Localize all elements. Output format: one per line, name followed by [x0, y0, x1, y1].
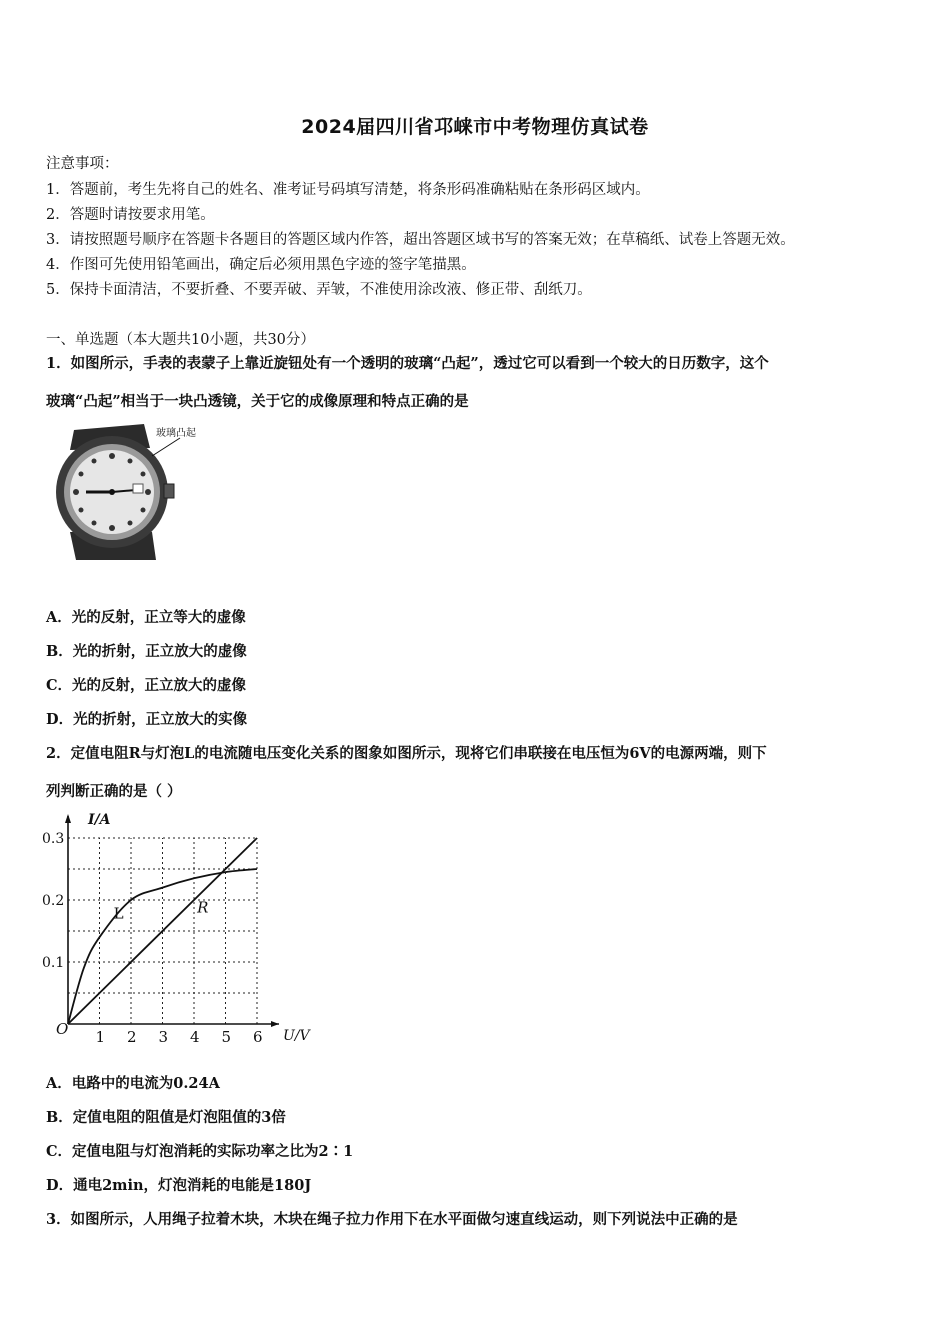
q1-option-c: C．光的反射，正立放大的虚像	[46, 677, 247, 694]
notice-item: 2．答题时请按要求用笔。	[46, 207, 215, 223]
section-heading: 一、单选题（本大题共10小题，共30分）	[46, 332, 315, 348]
q3-text-line1: 3．如图所示，人用绳子拉着木块，木块在绳子拉力作用下在水平面做匀速直线运动，则下列说法中正确的是	[46, 1211, 738, 1228]
iu-graph	[40, 808, 330, 1048]
y-tick-label: 0.1	[42, 955, 65, 971]
q1-option-d: D．光的折射，正立放大的实像	[46, 711, 248, 728]
q2-option-a: A．电路中的电流为0.24A	[46, 1075, 220, 1092]
x-tick-label: 5	[221, 1028, 232, 1046]
notice-item: 4．作图可先使用铅笔画出，确定后必须用黑色字迹的签字笔描黑。	[46, 257, 476, 273]
q2-option-d: D．通电2min，灯泡消耗的电能是180J	[46, 1177, 312, 1194]
q2-text-line2: 列判断正确的是（ ）	[46, 783, 182, 800]
q2-option-c: C．定值电阻与灯泡消耗的实际功率之比为2∶1	[46, 1143, 354, 1160]
x-axis-label: U/V	[283, 1028, 310, 1044]
x-tick-label: 1	[95, 1028, 106, 1046]
watch-label: 玻璃凸起	[156, 428, 196, 439]
x-tick-label: 3	[158, 1028, 169, 1046]
y-axis-label: I/A	[88, 812, 111, 828]
series-label-R: R	[197, 898, 209, 917]
q1-text-line2: 玻璃“凸起”相当于一块凸透镜，关于它的成像原理和特点正确的是	[46, 393, 469, 410]
notice-item: 1．答题前，考生先将自己的姓名、准考证号码填写清楚，将条形码准确粘贴在条形码区域内。	[46, 182, 650, 198]
notice-item: 3．请按照题号顺序在答题卡各题目的答题区域内作答，超出答题区域书写的答案无效；在草稿纸、试卷上答题无效。	[46, 232, 795, 248]
watch-figure	[52, 420, 224, 562]
notice-header: 注意事项：	[46, 156, 119, 172]
q1-text-line1: 1．如图所示，手表的表蒙子上靠近旋钮处有一个透明的玻璃“凸起”，透过它可以看到一个较大的日历数字，这个	[46, 355, 769, 372]
x-tick-label: 2	[127, 1028, 137, 1046]
x-tick-label: 4	[190, 1028, 200, 1046]
page-title: 2024届四川省邛崃市中考物理仿真试卷	[301, 116, 649, 138]
x-tick-label: 6	[253, 1028, 263, 1046]
series-label-L: L	[113, 904, 124, 923]
q1-option-b: B．光的折射，正立放大的虚像	[46, 643, 247, 660]
y-axis-arrow	[65, 814, 71, 823]
q2-text-line1: 2．定值电阻R与灯泡L的电流随电压变化关系的图象如图所示，现将它们串联接在电压恒为6V的电源两端，则下	[46, 745, 767, 762]
q1-option-a: A．光的反射，正立等大的虚像	[46, 609, 246, 626]
x-axis-arrow	[271, 1021, 279, 1027]
origin-label: O	[56, 1020, 69, 1038]
notice-item: 5．保持卡面清洁，不要折叠、不要弄破、弄皱，不准使用涂改液、修正带、刮纸刀。	[46, 282, 592, 298]
y-tick-label: 0.3	[42, 831, 65, 847]
q2-option-b: B．定值电阻的阻值是灯泡阻值的3倍	[46, 1109, 286, 1126]
y-tick-label: 0.2	[42, 893, 65, 909]
